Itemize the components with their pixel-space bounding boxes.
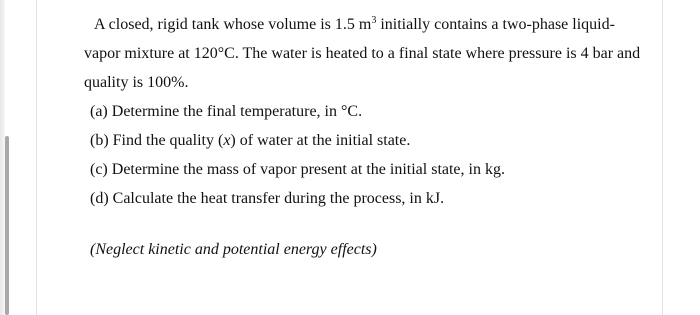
statement-text-2: initially contains a two-phase liquid-vapor mixture at 120°C. The water is heated to a final state where pressure is 4 bar and quality is 100%.	[84, 16, 641, 91]
part-c: (c) Determine the mass of vapor present at the initial state, in kg.	[90, 161, 505, 178]
page-border-left	[36, 0, 37, 315]
statement-text-1: A closed, rigid tank whose volume is 1.5 m	[94, 16, 372, 33]
part-b-text-1: (b) Find the quality (	[90, 132, 224, 149]
problem-statement	[84, 10, 644, 97]
part-b-text-2: ) of water at the initial state.	[230, 132, 411, 149]
part-d: (d) Calculate the heat transfer during the process, in kJ.	[90, 190, 445, 207]
part-b	[84, 126, 644, 155]
quality-variable: x	[223, 132, 231, 149]
scrollbar-thumb[interactable]	[5, 136, 9, 315]
cubic-exponent: 3	[371, 15, 377, 26]
assumption-note: (Neglect kinetic and potential energy effects)	[90, 241, 377, 258]
problem-text	[84, 10, 644, 264]
part-a: (a) Determine the final temperature, in °C.	[90, 103, 363, 120]
page-border-right	[662, 0, 663, 315]
